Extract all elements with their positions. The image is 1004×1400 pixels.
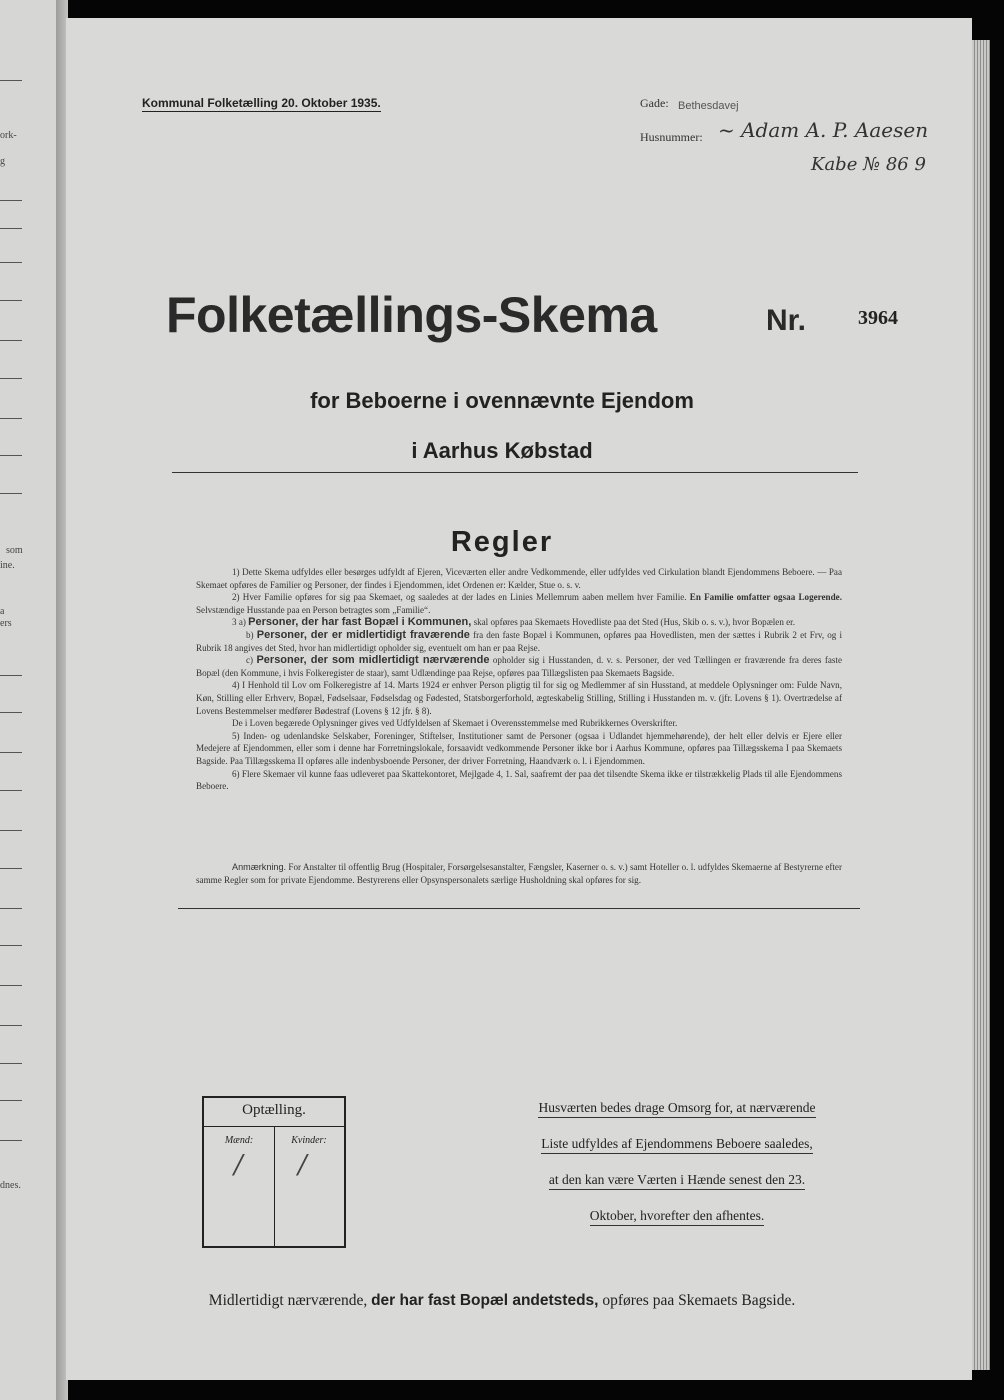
left-page-text: a: [0, 606, 5, 617]
census-form-page: [66, 18, 972, 1380]
rule-6: [196, 768, 842, 793]
annotation-note: [196, 861, 842, 886]
handwritten-house-number: ~ Adam A. P. Aaesen: [718, 118, 929, 142]
annotation-label: Anmærkning.: [232, 862, 287, 872]
subtitle-line2: i Aarhus Købstad: [411, 438, 593, 463]
notice-line2: [504, 1136, 850, 1152]
rule-4b-text: De i Loven begærede Oplysninger gives ved Udfyldelsen af Skemaet i Overensstemmelse med Rubrikkernes Overskrifter.: [232, 718, 678, 729]
gade-label: Gade:: [640, 96, 669, 110]
rule-1-text: 1) Dette Skema udfyldes eller besørges udfyldt af Ejeren, Viceværten eller andre Vedkommende, eller udfyldes ved Cirkulation blandt Ejendommens Beboere. — Paa Skemaet opføres de Familier og Personer, der findes i Ejendommen, idet Ordenen er: Kælder, Stue o. s. v.: [196, 567, 842, 590]
rule-5: [196, 730, 842, 768]
left-page-text: dnes.: [0, 1180, 21, 1191]
left-page-rule: [0, 868, 22, 869]
left-page-rule: [0, 908, 22, 909]
rule-2-bold: En Familie omfatter ogsaa Logerende.: [689, 592, 842, 603]
rule-3b-prefix: b): [246, 629, 254, 640]
rules-text: [196, 566, 842, 793]
husnummer-label: Husnummer:: [640, 130, 703, 144]
left-page-rule: [0, 712, 22, 713]
notice-line3: [504, 1172, 850, 1188]
left-page-fragment: [0, 0, 56, 1400]
notice-line4-text: Oktober, hvorefter den afhentes.: [590, 1208, 765, 1226]
rules-heading: Regler: [450, 526, 554, 558]
rule-4b: [196, 717, 842, 730]
maend-count: /: [234, 1150, 243, 1180]
subtitle-line1: for Beboerne i ovennævnte Ejendom: [310, 388, 694, 413]
handwritten-note: Kabe № 86 9: [811, 154, 926, 175]
left-page-rule: [0, 80, 22, 81]
left-page-rule: [0, 790, 22, 791]
count-box-title: Optælling.: [242, 1102, 306, 1118]
rule-6-text: 6) Flere Skemaer vil kunne faas udleveret paa Skattekontoret, Mejlgade 4, 1. Sal, saafremt der paa det tilsendte Skema ikke er tilstrækkelig Plads til alle Ejendommens Beboere.: [196, 768, 842, 792]
footer-part2: der har fast Bopæl andetsteds,: [371, 1292, 599, 1309]
annotation-text: For Anstalter til offentlig Brug (Hospitaler, Forsørgelsesanstalter, Fængsler, Kaserner o. s. v.) samt Hoteller o. l. udfyldes Skemaerne af Bestyrerne efter samme Regler som for private Ejendomme. Bestyrerens eller Opsynspersonalets særlige Husholdning skal opføres for sig.: [196, 862, 842, 885]
notice-line4: [504, 1208, 850, 1224]
notice-line2-text: Liste udfyldes af Ejendommens Beboere saaledes,: [541, 1136, 812, 1154]
left-page-rule: [0, 300, 22, 301]
rule-3b: [196, 629, 842, 654]
rule-2: [196, 591, 842, 616]
rule-3a: [196, 616, 842, 629]
left-page-rule: [0, 830, 22, 831]
notice-line1-text: Husværten bedes drage Omsorg for, at nærværende: [538, 1100, 815, 1118]
number-label: Nr.: [766, 304, 807, 337]
left-page-text: som: [6, 545, 23, 556]
left-page-rule: [0, 262, 22, 263]
count-box: [202, 1096, 346, 1248]
rule-3c-text: opholder sig i Husstanden, d. v. s. Personer, der ved Tællingen er fraværende fra deres faste Bopæl (den Kommune, i hvis Folkeregister de staar), samt Udlændinge paa Rejse, opføres paa Tillægslisten paa Skemaets Bagside.: [196, 655, 842, 678]
left-page-rule: [0, 945, 22, 946]
gade-value: Bethesdavej: [678, 100, 739, 112]
form-title: Folketællings-Skema: [166, 287, 657, 343]
left-page-rule: [0, 985, 22, 986]
left-page-rule: [0, 200, 22, 201]
notice-line1: [504, 1100, 850, 1116]
left-page-text: g: [0, 156, 5, 167]
left-page-rule: [0, 675, 22, 676]
rule-3a-bold: Personer, der har fast Bopæl i Kommunen,: [248, 616, 472, 629]
left-page-text: ers: [0, 618, 12, 629]
left-page-rule: [0, 1100, 22, 1101]
left-page-rule: [0, 493, 22, 494]
kvinder-count: /: [298, 1150, 307, 1180]
rule-1: [196, 566, 842, 591]
rule-2-text-end: Selvstændige Husstande paa en Person betragtes som „Familie“.: [196, 604, 431, 615]
rule-3b-text: fra den faste Bopæl i Kommunen, opføres paa Hovedlisten, men der sættes i Rubrik 2 et Frv, og i Rubrik 18 angives det Sted, hvor han midlertidigt opholder sig, eventuelt om han er paa Rejse.: [196, 629, 842, 653]
rule-3c: [196, 654, 842, 679]
rule-3c-bold: Personer, der som midlertidigt nærværende: [256, 654, 490, 667]
footer-part1: Midlertidigt nærværende,: [208, 1292, 368, 1309]
divider-bottom: [178, 908, 860, 909]
left-page-rule: [0, 752, 22, 753]
rule-5-text: 5) Inden- og udenlandske Selskaber, Foreninger, Stiftelser, Institutioner samt de Personer (ogsaa i Udlandet hjemmehørende), der helt eller delvis er Ejere eller Medejere af Ejendommen, eller som i denne har Forretningslokale, forsaavidt vedkommende Personer ikke bor i Aarhus Kommune, opføres paa Tillægsskema I paa Skemaets Bagside. Paa Tillægsskema II opføres alle indenbysboende Personer, der driver Forretning, Haandværk o. l. i Ejendommen.: [196, 730, 842, 766]
footer-part3: opføres paa Skemaets Bagside.: [602, 1292, 796, 1309]
form-number: 3964: [858, 307, 898, 329]
left-page-rule: [0, 378, 22, 379]
rule-4-text: 4) I Henhold til Lov om Folkeregistre af 14. Marts 1924 er enhver Person pligtig til for sig og Medlemmer af sin Husstand, at meddele Oplysninger om: Fulde Navn, Køn, Stilling eller Erhverv, Bopæl, Fødselsaar, Fødselsdag og Fødested, Statsborgerforhold, ægteskabelig Stilling, Stilling i Husstanden m. v. (jfr. Lovens § 1). Overtrædelse af Lovens Bestemmelser medfører Bødestraf (Lovens § 12 jfr. § 8).: [196, 680, 842, 716]
form-title-row: [166, 286, 926, 356]
left-page-text: ine.: [0, 560, 15, 571]
census-title: Kommunal Folketælling 20. Oktober 1935.: [142, 96, 381, 110]
left-page-text: ork-: [0, 130, 17, 141]
left-page-rule: [0, 228, 22, 229]
notice-line3-text: at den kan være Værten i Hænde senest den 23.: [549, 1172, 805, 1190]
rule-3c-prefix: c): [246, 655, 254, 666]
maend-label: Mænd:: [224, 1135, 254, 1146]
footer-note: [0, 1292, 1004, 1310]
left-page-rule: [0, 418, 22, 419]
left-page-rule: [0, 1063, 22, 1064]
rule-3a-text: skal opføres paa Skemaets Hovedliste paa det Sted (Hus, Skib o. s. v.), hvor Bopælen er.: [473, 617, 795, 628]
rule-3b-bold: Personer, der er midlertidigt fraværende: [256, 628, 470, 641]
left-page-rule: [0, 1025, 22, 1026]
left-page-rule: [0, 1140, 22, 1141]
kvinder-label: Kvinder:: [291, 1135, 327, 1146]
rule-2-text: 2) Hver Familie opføres for sig paa Skemaet, og saaledes at der lades en Linies Mellemrum aaben mellem hver Familie.: [232, 592, 687, 603]
rule-4: [196, 679, 842, 717]
left-page-rule: [0, 340, 22, 341]
rule-3a-prefix: 3 a): [232, 617, 246, 628]
divider-top: [172, 472, 858, 473]
